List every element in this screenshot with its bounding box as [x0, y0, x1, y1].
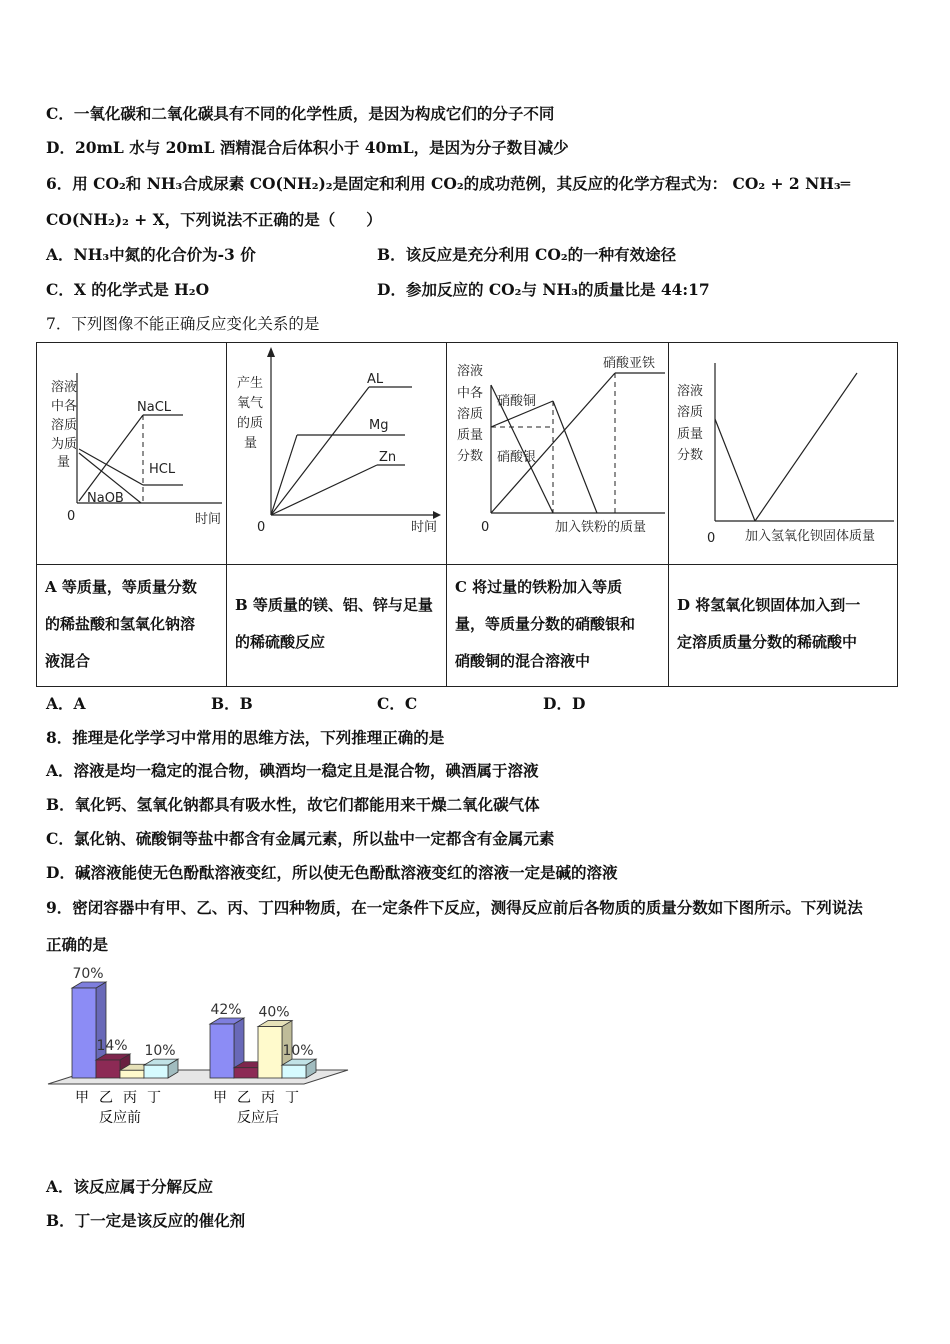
- group-label: 反应前: [99, 1110, 141, 1126]
- graph-d-ylabel-1: 溶液: [677, 384, 704, 399]
- category-label: 丁: [285, 1090, 299, 1106]
- q9-option-b: B．丁一定是该反应的催化剂: [46, 1211, 246, 1230]
- graph-a-xlabel: 时间: [195, 512, 222, 527]
- graph-c-ylabel-3: 溶质: [457, 407, 484, 422]
- q7-option-a: A．A: [46, 694, 86, 713]
- graph-d-ylabel-4: 分数: [677, 448, 704, 463]
- graph-d-line-up: [755, 373, 857, 521]
- graph-a-description: A 等质量，等质量分数 的稀盐酸和氢氧化钠溶 液混合: [37, 565, 227, 687]
- group-label: 反应后: [237, 1110, 279, 1126]
- q5-option-d: D．20mL 水与 20mL 酒精混合后体积小于 40mL，是因为分子数目减少: [46, 138, 569, 157]
- bar-value-label: 10%: [144, 1043, 176, 1060]
- category-label: 甲: [75, 1090, 89, 1106]
- q8-option-c: C．氯化钠、硫酸铜等盐中都含有金属元素，所以盐中一定都含有金属元素: [46, 829, 555, 848]
- bar-value-label: 42%: [210, 1002, 242, 1018]
- bar-反应后-丁: [282, 1059, 316, 1078]
- q7-option-d: D．D: [543, 694, 586, 713]
- graph-a-ylabel-4: 为质: [51, 437, 78, 452]
- bar-value-label: 14%: [96, 1038, 128, 1054]
- graph-b-origin: 0: [257, 520, 266, 535]
- q8-option-b: B．氧化钙、氢氧化钠都具有吸水性，故它们都能用来干燥二氧化碳气体: [46, 795, 540, 814]
- graph-d-ylabel-2: 溶质: [677, 405, 704, 420]
- graph-c-description: C 将过量的铁粉加入等质 量，等质量分数的硝酸银和 硝酸铜的混合溶液中: [447, 565, 669, 687]
- graph-c-origin: 0: [481, 520, 490, 535]
- q6-option-d: D．参加反应的 CO₂与 NH₃的质量比是 44:17: [377, 280, 710, 299]
- graph-d-description: D 将氢氧化钡固体加入到一 定溶质质量分数的稀硫酸中: [669, 565, 898, 687]
- graph-b-mg-line-rise: [271, 435, 297, 515]
- graph-b-ylabel-1: 产生: [237, 376, 264, 391]
- graph-b-ylabel-3: 的质: [237, 416, 264, 431]
- graph-a-nacl-line: [79, 415, 143, 501]
- graph-a-nacl-label: NaCL: [137, 400, 172, 415]
- graph-b-xlabel: 时间: [411, 520, 438, 535]
- q7-graph-table: [36, 342, 898, 687]
- graph-c-cu-label: 硝酸铜: [497, 394, 537, 409]
- graph-d-origin: 0: [707, 531, 716, 546]
- q7-option-b: B．B: [211, 694, 253, 713]
- graph-b-ylabel-4: 量: [244, 436, 258, 451]
- q6-stem-line1: 6．用 CO₂和 NH₃合成尿素 CO(NH₂)₂是固定和利用 CO₂的成功范例，其反应的化学方程式为： CO₂ + 2 NH₃═: [46, 174, 851, 193]
- graph-b-mg-label: Mg: [369, 418, 389, 433]
- q7-stem: 7．下列图像不能正确反应变化关系的是: [46, 315, 320, 333]
- graph-c-ag-label: 硝酸银: [497, 450, 537, 465]
- graph-b: [227, 343, 445, 563]
- graph-a-ylabel-2: 中各: [51, 399, 78, 414]
- graph-c-ylabel-2: 中各: [457, 386, 484, 401]
- graph-a-ylabel-1: 溶液: [51, 380, 78, 395]
- q6-option-a: A．NH₃中氮的化合价为-3 价: [46, 245, 256, 264]
- q5-option-c: C．一氧化碳和二氧化碳具有不同的化学性质，是因为构成它们的分子不同: [46, 104, 555, 123]
- graph-b-cell: [227, 343, 447, 565]
- graph-b-zn-label: Zn: [379, 450, 397, 465]
- q6-option-c: C．X 的化学式是 H₂O: [46, 280, 210, 299]
- bar-value-label: 70%: [72, 966, 104, 982]
- graph-c-ylabel-5: 分数: [457, 449, 484, 464]
- graph-b-zn-line: [271, 465, 377, 515]
- category-label: 乙: [237, 1090, 251, 1106]
- q8-stem: 8．推理是化学学习中常用的思维方法，下列推理正确的是: [46, 728, 445, 747]
- graph-a-naoh-label: NaOB: [87, 491, 124, 506]
- graph-c: [447, 343, 667, 563]
- bar-value-label: 40%: [258, 1004, 290, 1021]
- graph-d-cell: [669, 343, 898, 565]
- q8-option-a: A．溶液是均一稳定的混合物，碘酒均一稳定且是混合物，碘酒属于溶液: [46, 761, 539, 780]
- graph-d-xlabel: 加入氢氧化钡固体质量: [745, 529, 876, 544]
- q9-stem-line1: 9．密闭容器中有甲、乙、丙、丁四种物质，在一定条件下反应，测得反应前后各物质的质量分数如下图所示。下列说法: [46, 898, 863, 917]
- graph-b-al-line: [271, 387, 369, 515]
- category-label: 丙: [261, 1090, 275, 1106]
- q6-stem-line2: CO(NH₂)₂ + X，下列说法不正确的是（ ）: [46, 210, 382, 229]
- graph-c-ylabel-4: 质量: [457, 428, 484, 443]
- q6-option-b: B．该反应是充分利用 CO₂的一种有效途径: [377, 245, 677, 264]
- graph-d-line-down: [715, 419, 755, 521]
- graph-c-xlabel: 加入铁粉的质量: [555, 520, 647, 535]
- graph-d: [669, 343, 896, 563]
- graph-a-hcl-label: HCL: [149, 462, 176, 477]
- bar-反应前-丁: [144, 1059, 178, 1078]
- graph-a-origin: 0: [67, 509, 76, 524]
- graph-d-ylabel-3: 质量: [677, 427, 704, 442]
- graph-c-ylabel-1: 溶液: [457, 364, 484, 379]
- q9-option-a: A．该反应属于分解反应: [46, 1177, 214, 1196]
- graph-a: [37, 343, 225, 563]
- q9-stem-line2: 正确的是: [46, 935, 109, 954]
- q8-option-d: D．碱溶液能使无色酚酞溶液变红，所以使无色酚酞溶液变红的溶液一定是碱的溶液: [46, 863, 618, 882]
- graph-a-ylabel-5: 量: [57, 455, 71, 470]
- bar-value-label: 10%: [282, 1043, 314, 1060]
- category-label: 乙: [99, 1090, 113, 1106]
- graph-c-fe-label: 硝酸亚铁: [603, 356, 656, 371]
- graph-b-ylabel-2: 氧气: [237, 396, 264, 411]
- category-label: 丙: [123, 1090, 137, 1106]
- graph-a-hcl-line: [79, 449, 143, 485]
- category-label: 丁: [147, 1090, 161, 1106]
- category-label: 甲: [213, 1090, 227, 1106]
- graph-c-cell: [447, 343, 669, 565]
- graph-a-cell: [37, 343, 227, 565]
- q7-option-c: C．C: [377, 694, 418, 713]
- q9-bar-chart: [44, 958, 354, 1133]
- graph-a-ylabel-3: 溶质: [51, 418, 78, 433]
- graph-b-al-label: AL: [367, 372, 384, 387]
- graph-b-description: B 等质量的镁、铝、锌与足量 的稀硫酸反应: [227, 565, 447, 687]
